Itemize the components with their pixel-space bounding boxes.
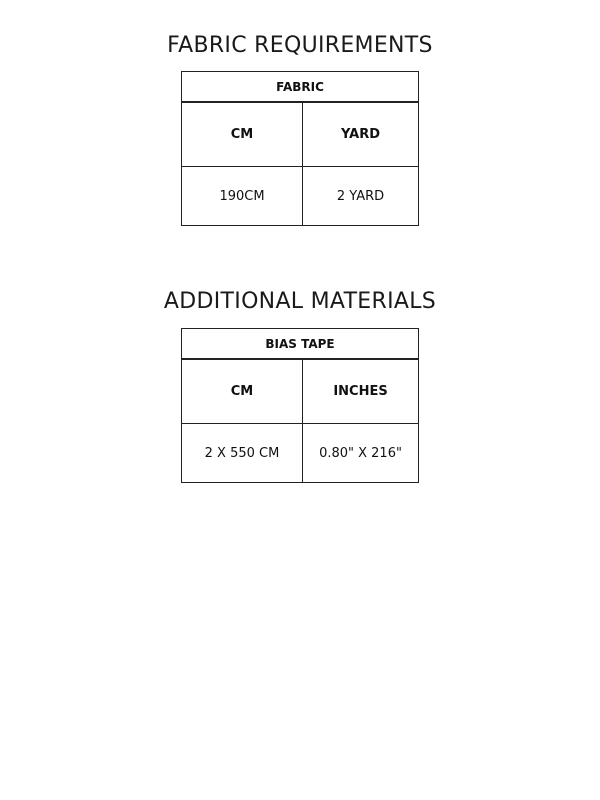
- column-header-cm: CM: [182, 359, 303, 424]
- additional-materials-title: ADDITIONAL MATERIALS: [163, 289, 437, 314]
- table-row: [182, 167, 419, 226]
- column-header-yard: YARD: [303, 102, 419, 167]
- column-header-inches: INCHES: [303, 359, 419, 424]
- fabric-requirements-title: FABRIC REQUIREMENTS: [167, 33, 433, 58]
- fabric-cm-value: 190CM: [182, 167, 303, 226]
- table-caption-row: [182, 329, 419, 360]
- bias-tape-table: [181, 328, 419, 483]
- fabric-table: [181, 71, 419, 226]
- bias-tape-inches-value: 0.80" X 216": [303, 424, 419, 483]
- bias-tape-cm-value: 2 X 550 CM: [182, 424, 303, 483]
- table-header-row: [182, 102, 419, 167]
- table-row: [182, 424, 419, 483]
- table-header-row: [182, 359, 419, 424]
- fabric-yard-value: 2 YARD: [303, 167, 419, 226]
- column-header-cm: CM: [182, 102, 303, 167]
- fabric-table-caption: FABRIC: [182, 72, 419, 103]
- table-caption-row: [182, 72, 419, 103]
- bias-tape-table-caption: BIAS TAPE: [182, 329, 419, 360]
